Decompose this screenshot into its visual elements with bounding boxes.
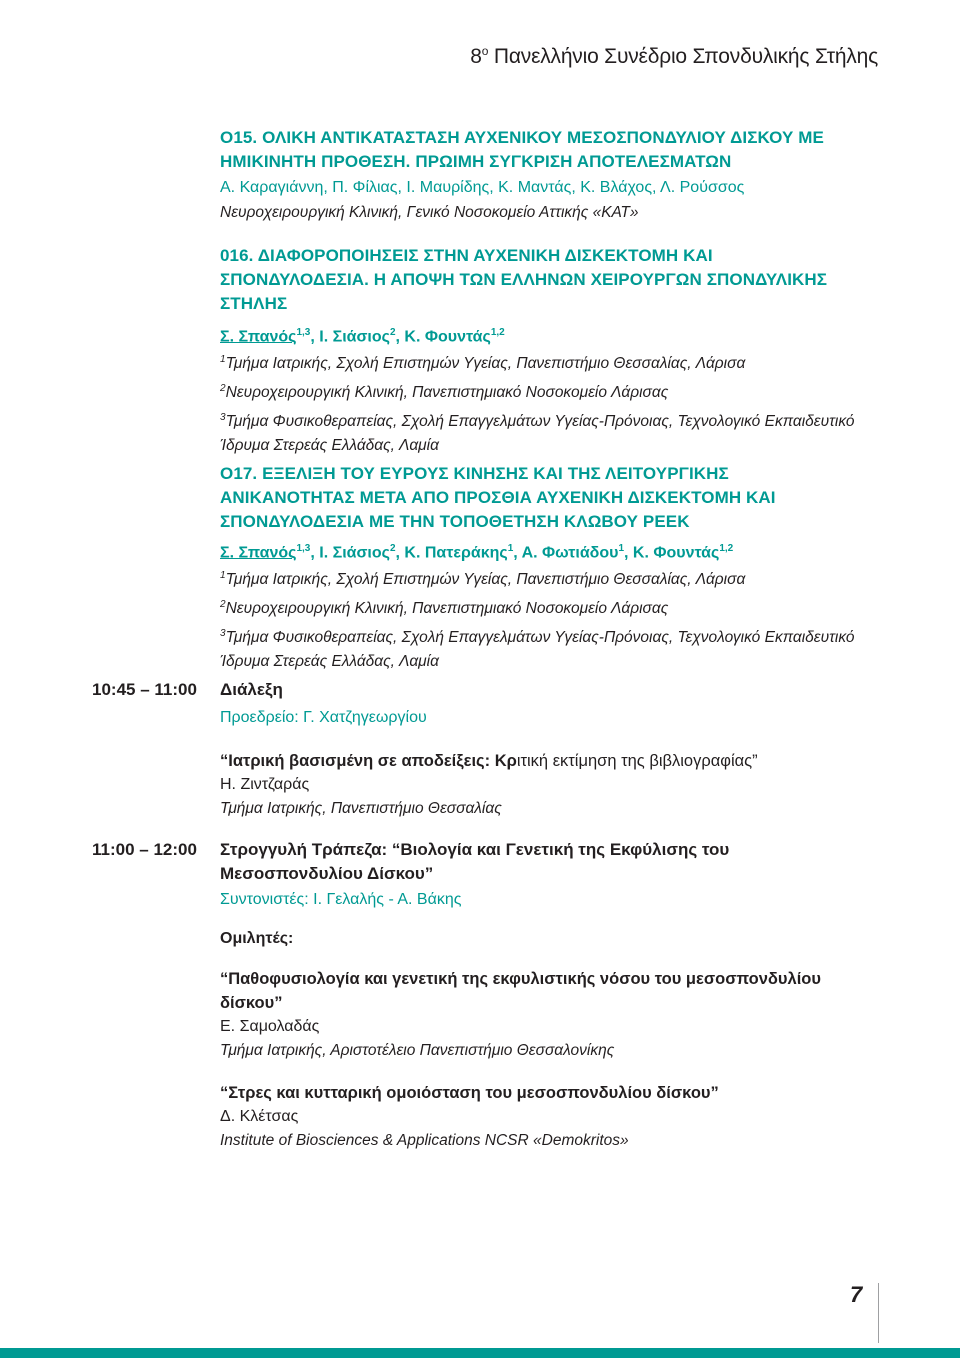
o15-title: Ο15. ΟΛΙΚΗ ΑΝΤΙΚΑΤΑΣΤΑΣΗ ΑΥΧΕΝΙΚΟΥ ΜΕΣΟΣΠΟΝΔΥΛΙΟΥ ΔΙΣΚΟΥ ΜΕ ΗΜΙΚΙΝΗΤΗ ΠΡΟΘΕΣΗ. ΠΡΩΙΜΗ ΣΥΓΚΡΙΣΗ ΑΠΟΤΕΛΕΣΜΑΤΩΝ xyxy=(220,128,824,171)
talk-2-institution: Institute of Biosciences & Applications NCSR «Demokritos» xyxy=(220,1132,629,1149)
running-header: $8^o$ Πανελλήνιο Συνέδριο Σπονδυλικής Στήλης xyxy=(470,44,878,68)
talk-2-speaker: Δ. Κλέτσας xyxy=(220,1108,299,1125)
talk-1-institution: Τμήμα Ιατρικής, Αριστοτέλειο Πανεπιστήμιο Θεσσαλονίκης xyxy=(220,1042,615,1059)
talk-1-speaker: Ε. Σαμολαδάς xyxy=(220,1018,320,1035)
lecture-time: 10:45 – 11:00 xyxy=(92,680,197,699)
round-table-moderators: Συντονιστές: Ι. Γελαλής - Α. Βάκης xyxy=(220,891,462,908)
o16-affiliations: $^1$Τμήμα Ιατρικής, Σχολή Επιστημών Υγείας, Πανεπιστήμιο Θεσσαλίας, Λάρισα $^2$Νευροχειρουργική Κλινική, Πανεπιστημιακό Νοσοκομείο Λάρισας $^3$Τμήμα Φυσικοθεραπείας, Σχολή Επαγγελμάτων Υγείας-Πρόνοιας, Τεχνολογικό Εκπαιδευτικό Ίδρυμα Στερεάς Ελλάδας, Λαμία xyxy=(220,354,855,455)
page-number: 7 xyxy=(850,1282,863,1307)
lecture-talk: “Ιατρική βασισμένη σε αποδείξεις: Κριτική εκτίμηση της βιβλιογραφίας” xyxy=(220,752,758,770)
round-table-title: Στρογγυλή Τράπεζα: “Βιολογία και Γενετική της Εκφύλισης του Μεσοσπονδυλίου Δίσκου” xyxy=(220,840,730,883)
o15-authors: Α. Καραγιάννη, Π. Φίλιας, Ι. Μαυρίδης, Κ. Μαντάς, Κ. Βλάχος, Λ. Ρούσσος xyxy=(220,179,745,196)
round-table-time: 11:00 – 12:00 xyxy=(92,840,197,859)
o17-title: Ο17. ΕΞΕΛΙΞΗ ΤΟΥ ΕΥΡΟΥΣ ΚΙΝΗΣΗΣ ΚΑΙ ΤΗΣ ΛΕΙΤΟΥΡΓΙΚΗΣ ΑΝΙΚΑΝΟΤΗΤΑΣ ΜΕΤΑ ΑΠΟ ΠΡΟΣΘΙΑ ΑΥΧΕΝΙΚΗ ΔΙΣΚΕΚΤΟΜΗ ΚΑΙ ΣΠΟΝΔΥΛΟΔΕΣΙΑ ΜΕ ΤΗΝ ΤΟΠΟΘΕΤΗΣΗ ΚΛΩΒΟΥ PEEK xyxy=(220,464,776,531)
o16-authors: Σ. Σπανός$^{1,3}$, Ι. Σιάσιος$^2$, Κ. Φουντάς$^{1,2}$ xyxy=(220,327,505,346)
bottom-accent-bar xyxy=(0,1348,960,1358)
lecture-chair: Προεδρείο: Γ. Χατζηγεωργίου xyxy=(220,709,427,726)
lecture-title: Διάλεξη xyxy=(220,680,283,699)
abstract-o15 xyxy=(220,126,880,227)
round-table-session xyxy=(220,838,880,1153)
abstract-o17 xyxy=(220,462,880,675)
o16-title: 016. ΔΙΑΦΟΡΟΠΟΙΗΣΕΙΣ ΣΤΗΝ ΑΥΧΕΝΙΚΗ ΔΙΣΚΕΚΤΟΜΗ ΚΑΙ ΣΠΟΝΔΥΛΟΔΕΣΙΑ. Η ΑΠΟΨΗ ΤΩΝ ΕΛΛΗΝΩΝ ΧΕΙΡΟΥΡΓΩΝ ΣΠΟΝΔΥΛΙΚΗΣ ΣΤΗΛΗΣ xyxy=(220,246,828,313)
lecture-institution: Τμήμα Ιατρικής, Πανεπιστήμιο Θεσσαλίας xyxy=(220,800,502,817)
page-number-divider xyxy=(878,1283,879,1343)
round-table-talk-1: “Παθοφυσιολογία και γενετική της εκφυλιστικής νόσου του μεσοσπονδυλίου δίσκου” xyxy=(220,970,821,1012)
o15-affiliation: Νευροχειρουργική Κλινική, Γενικό Νοσοκομείο Αττικής «ΚΑΤ» xyxy=(220,204,639,221)
lecture-session xyxy=(220,678,880,821)
lecture-speaker: Η. Ζιντζαράς xyxy=(220,776,310,793)
o17-affiliations: $^1$Τμήμα Ιατρικής, Σχολή Επιστημών Υγείας, Πανεπιστήμιο Θεσσαλίας, Λάρισα $^2$Νευροχειρουργική Κλινική, Πανεπιστημιακό Νοσοκομείο Λάρισας $^3$Τμήμα Φυσικοθεραπείας, Σχολή Επαγγελμάτων Υγείας-Πρόνοιας, Τεχνολογικό Εκπαιδευτικό Ίδρυμα Στερεάς Ελλάδας, Λαμία xyxy=(220,570,855,671)
round-table-talk-2: “Στρες και κυτταρική ομοιόσταση του μεσοσπονδυλίου δίσκου” xyxy=(220,1084,719,1102)
speakers-label: Ομιλητές: xyxy=(220,930,294,947)
o17-authors: Σ. Σπανός$^{1,3}$, Ι. Σιάσιος$^2$, Κ. Πατεράκης$^1$, Α. Φωτιάδου$^1$, Κ. Φουντάς$^{1,2}$ xyxy=(220,543,734,562)
abstract-o16 xyxy=(220,244,880,459)
